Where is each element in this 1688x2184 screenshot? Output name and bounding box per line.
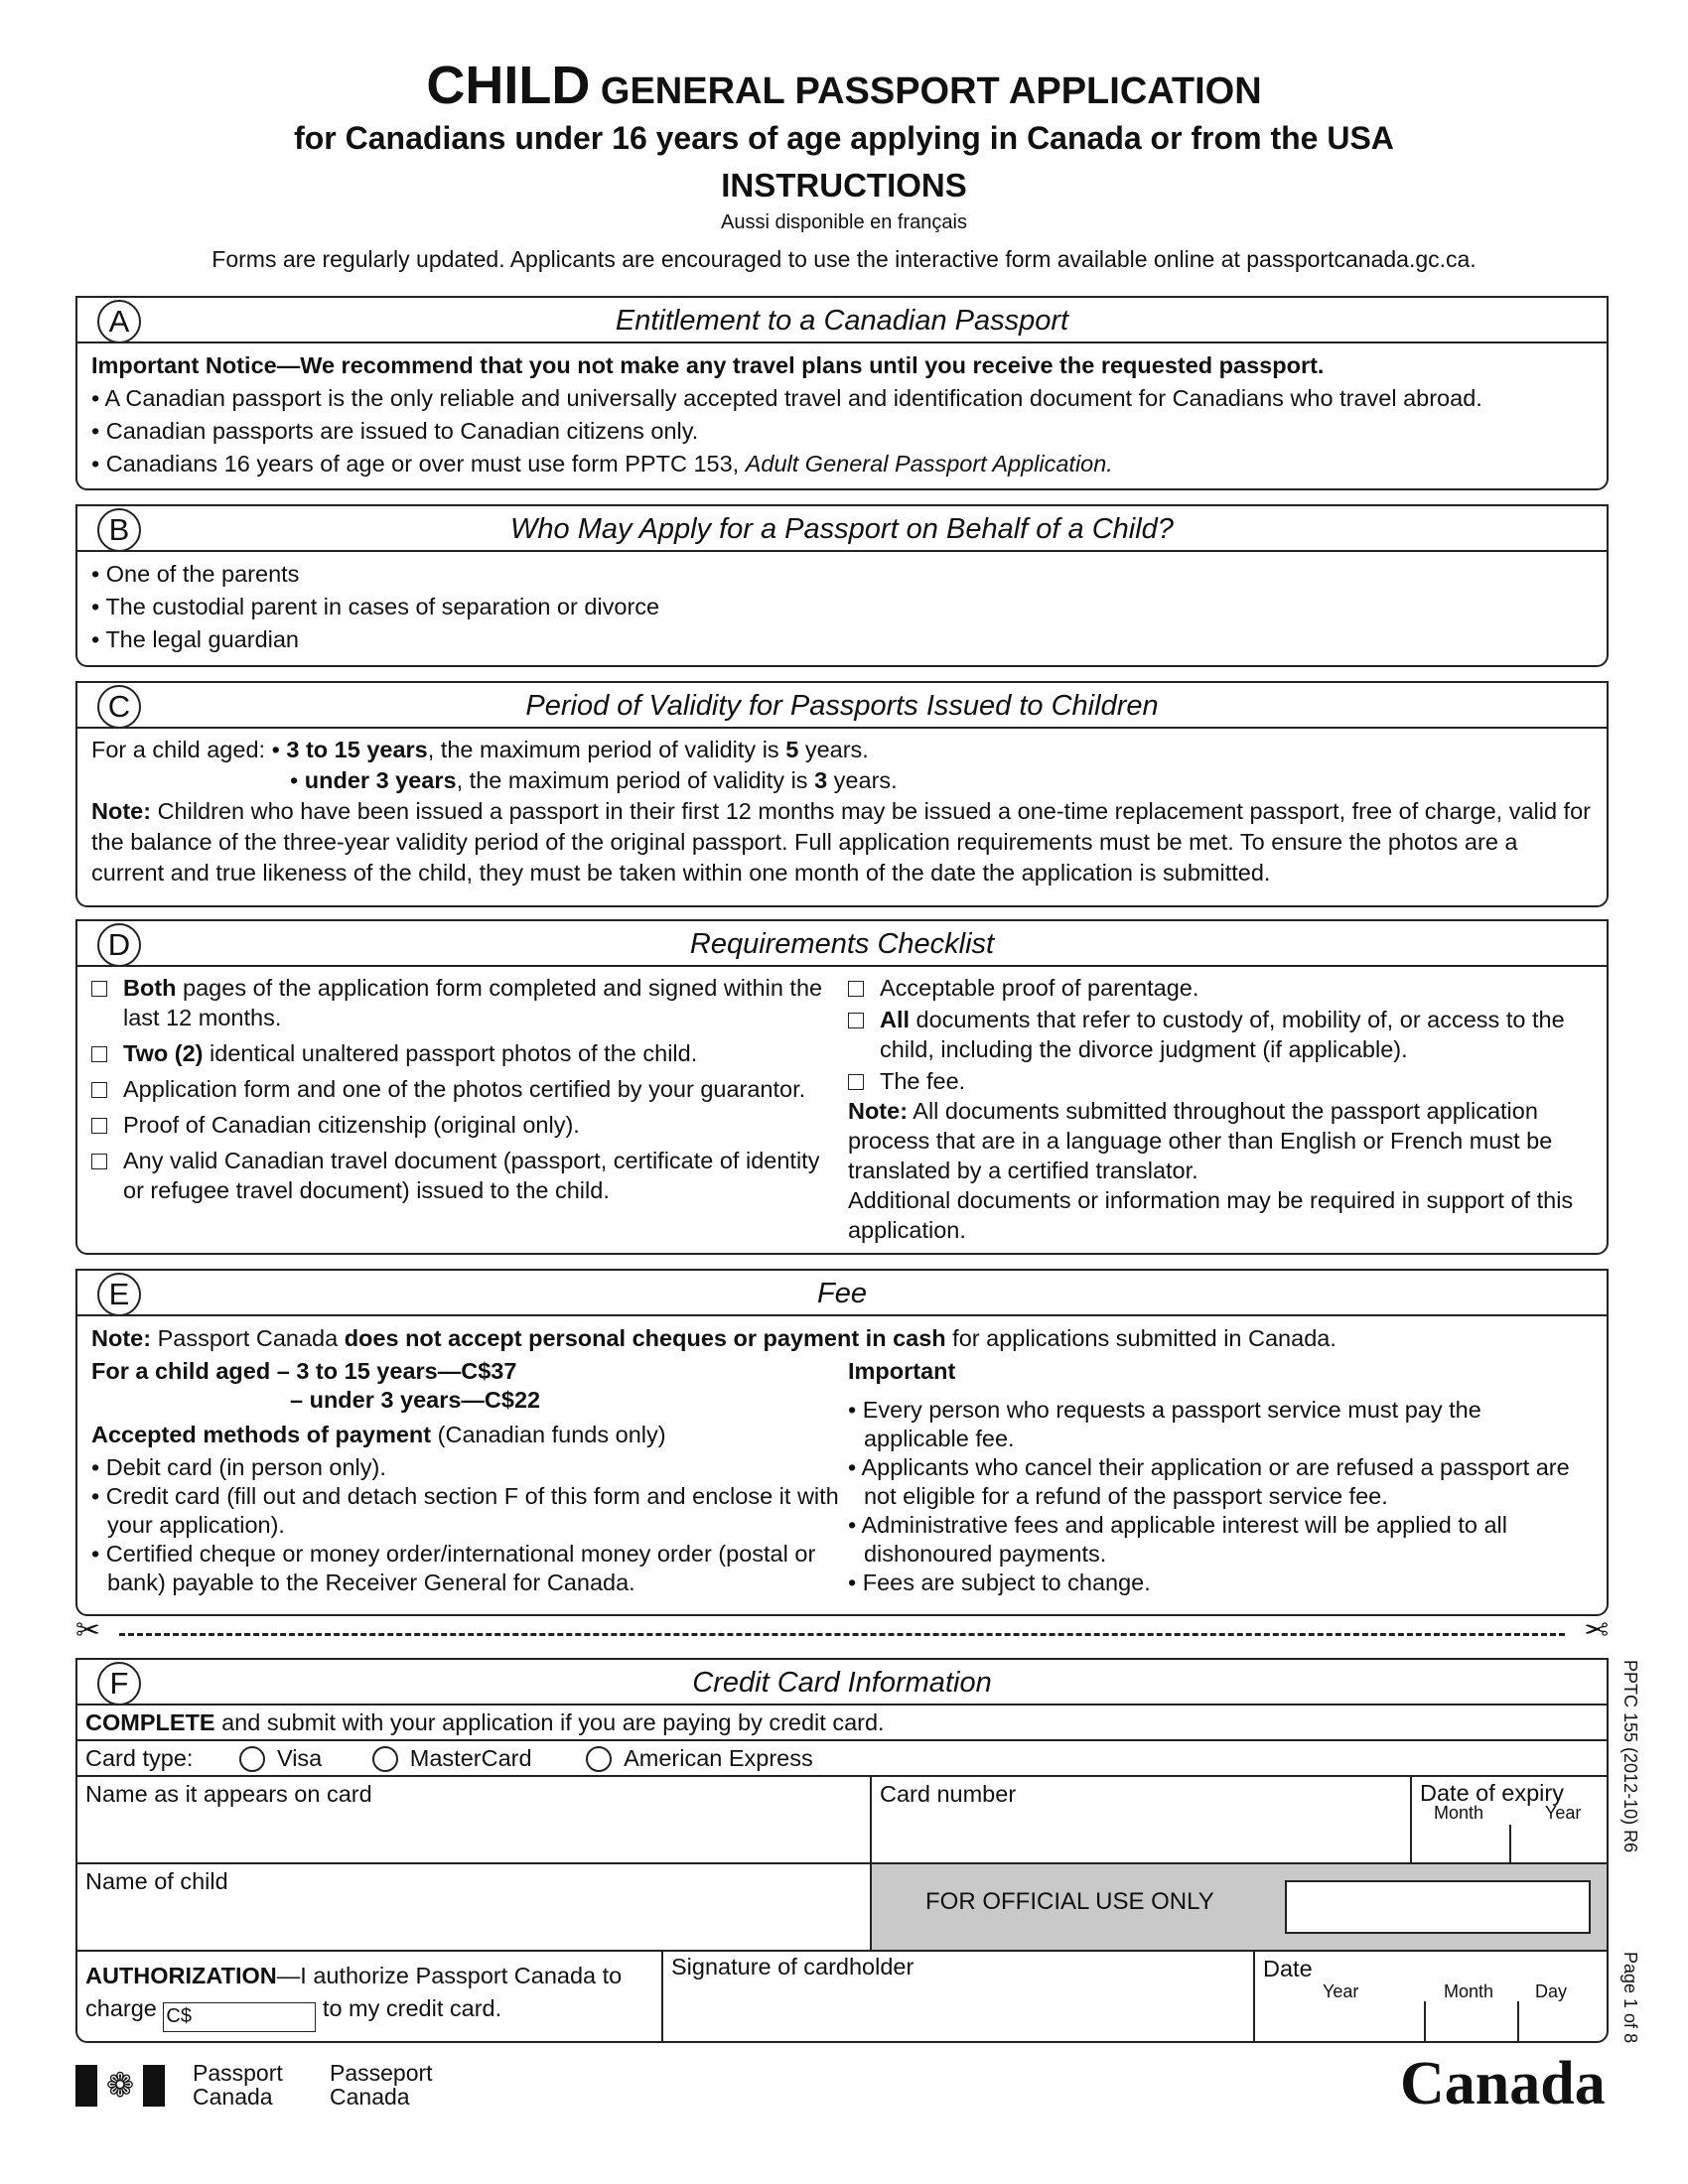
complete-row (77, 1706, 1607, 1741)
checkbox[interactable] (91, 1046, 107, 1062)
checklist-text: Application form and one of the photos certified by your guarantor. (123, 1076, 806, 1102)
additional-docs-note: Additional documents or information may be required in support of this application. (847, 1187, 1574, 1243)
fee-note (91, 1324, 1593, 1353)
checklist-text: Proof of Canadian citizenship (original only). (123, 1112, 580, 1138)
validity-lead: For a child aged: • (91, 737, 287, 762)
adult-form-name: Adult General Passport Application. (745, 451, 1113, 477)
section-a-body (77, 343, 1607, 488)
checklist-text: documents that refer to custody of, mobility of, or access to the child, including the divorce judgment (if applicable). (879, 1007, 1565, 1062)
checklist-item (91, 1110, 842, 1140)
logo-text-fr (330, 2061, 433, 2109)
visa-radio[interactable] (239, 1746, 265, 1772)
expiry-month-input[interactable] (1420, 1825, 1509, 1862)
expiry-year-input[interactable] (1511, 1825, 1611, 1862)
validity-line-1 (91, 735, 1593, 765)
checkbox[interactable] (91, 1118, 107, 1134)
cut-line (75, 1614, 1609, 1647)
section-e-body (77, 1316, 1607, 1605)
note-text: for applications submitted in Canada. (945, 1325, 1336, 1351)
section-c (75, 681, 1609, 907)
important-notice: Important Notice—We recommend that you not make any travel plans until you receive the requested passport. (91, 352, 1325, 378)
name-of-child-field[interactable] (77, 1864, 872, 1950)
list-item: • Debit card (in person only). (91, 1454, 386, 1480)
list-item: • Certified cheque or money order/international money order (postal or bank) payable to the Receiver General for Canada. (91, 1541, 816, 1595)
authorization-bold: AUTHORIZATION (85, 1963, 277, 1988)
checklist-text: The fee. (879, 1068, 966, 1094)
validity-end-1: years. (798, 737, 869, 762)
checklist-bold: Two (2) (123, 1040, 204, 1066)
validity-mid-2: , the maximum period of validity is (456, 767, 815, 793)
section-d-body (77, 967, 1607, 1253)
checklist-right (842, 973, 1593, 1245)
bullet-3-text: • Canadians 16 years of age or over must use form PPTC 153, (91, 451, 746, 477)
checkbox[interactable] (91, 981, 107, 997)
section-d-title: Requirements Checklist (689, 928, 995, 960)
section-d-letter: D (97, 923, 141, 967)
section-c-letter: C (97, 685, 141, 729)
section-e (75, 1269, 1609, 1616)
logo-en-line-1: Passport (193, 2060, 283, 2086)
form-title (0, 56, 1688, 115)
mastercard-label: MasterCard (409, 1745, 532, 1771)
fee-columns (91, 1357, 1593, 1597)
checklist-bold: Both (123, 975, 177, 1001)
amex-radio[interactable] (586, 1746, 612, 1772)
section-e-letter: E (97, 1273, 141, 1316)
page-number: Page 1 of 8 (1620, 1952, 1640, 2044)
card-type-label: Card type: (85, 1745, 194, 1771)
note-text: Passport Canada (151, 1325, 345, 1351)
expiry-month-label: Month (1434, 1803, 1484, 1823)
section-a-header (77, 298, 1607, 343)
amex-label: American Express (624, 1745, 813, 1771)
mastercard-radio[interactable] (372, 1746, 398, 1772)
checklist-bold: All (879, 1007, 911, 1032)
age-range-2: under 3 years (304, 767, 457, 793)
checklist-item (91, 1074, 842, 1104)
child-official-row (77, 1864, 1607, 1952)
section-f-title: Credit Card Information (692, 1667, 992, 1699)
update-notice: Forms are regularly updated. Applicants are encouraged to use the interactive form available online at passportcanada.gc.ca. (211, 246, 1477, 272)
validity-line-2 (91, 765, 1593, 796)
checkbox[interactable] (91, 1154, 107, 1169)
date-year-label: Year (1323, 1981, 1359, 2001)
date-year-input[interactable] (1263, 2001, 1422, 2041)
section-a-bullet-3 (91, 448, 1593, 480)
section-f-header (77, 1660, 1607, 1706)
charge-label: charge (85, 1995, 157, 2021)
checklist-item (848, 1066, 1593, 1096)
checklist-item (91, 1146, 842, 1205)
card-details-row (77, 1777, 1607, 1864)
visa-label: Visa (276, 1745, 323, 1771)
logo-fr-line-2: Canada (330, 2084, 410, 2110)
official-use-box (1285, 1880, 1591, 1934)
section-f-letter: F (97, 1662, 141, 1706)
list-item: • One of the parents (91, 561, 300, 587)
official-use-label: FOR OFFICIAL USE ONLY (925, 1888, 1214, 1915)
date-label: Date (1263, 1956, 1313, 1981)
logo-fr-line-1: Passeport (330, 2060, 433, 2086)
list-item: • Credit card (fill out and detach section F of this form and enclose it with your application). (91, 1483, 839, 1538)
authorization-cell (77, 1952, 663, 2041)
checklist-item (848, 973, 1593, 1003)
name-on-card-label: Name as it appears on card (85, 1781, 372, 1807)
section-b (75, 504, 1609, 667)
instructions-heading: INSTRUCTIONS (721, 167, 967, 204)
french-availability: Aussi disponible en français (721, 211, 967, 233)
checklist-item (848, 1005, 1593, 1064)
card-number-label: Card number (880, 1781, 1017, 1807)
dashed-divider (119, 1633, 1565, 1636)
name-of-child-label: Name of child (85, 1868, 228, 1894)
to-card-label: to my credit card. (322, 1995, 502, 2021)
validity-note (91, 796, 1593, 888)
fee-3-to-15: For a child aged – 3 to 15 years—C$37 (91, 1358, 517, 1384)
date-month-input[interactable] (1426, 2001, 1515, 2041)
complete-bold: COMPLETE (85, 1709, 215, 1735)
title-rest: GENERAL PASSPORT APPLICATION (600, 70, 1262, 112)
checkbox[interactable] (848, 1074, 864, 1090)
checklist-text: pages of the application form completed and signed within the last 12 months. (123, 975, 823, 1030)
payment-methods-heading (91, 1421, 842, 1449)
canada-wordmark: Canada (1400, 2050, 1606, 2117)
signature-label: Signature of cardholder (671, 1954, 914, 1979)
list-item: • The legal guardian (91, 626, 299, 652)
card-type-row (77, 1741, 1607, 1777)
fee-left (91, 1357, 842, 1597)
logo-en-line-2: Canada (193, 2084, 273, 2110)
section-a-title: Entitlement to a Canadian Passport (615, 305, 1069, 337)
section-b-body (77, 552, 1607, 664)
form-code: PPTC 155 (2012-10) R6 (1620, 1660, 1640, 1853)
scissors-icon: ✂ (75, 1614, 101, 1647)
card-number-field[interactable] (872, 1777, 1412, 1862)
scissors-icon: ✂ (1583, 1614, 1609, 1647)
section-a-bullet-1: • A Canadian passport is the only reliable and universally accepted travel and identification document for Canadians who travel abroad. (91, 385, 1482, 411)
validity-years-1: 5 (785, 737, 799, 762)
official-use-area (872, 1864, 1607, 1950)
section-d-header (77, 921, 1607, 967)
header (0, 56, 1688, 276)
note-text: All documents submitted throughout the passport application process that are in a language other than English or French must be translated by a certified translator. (847, 1098, 1553, 1183)
section-f (75, 1658, 1609, 2043)
expiry-field (1412, 1777, 1611, 1862)
list-item: • Every person who requests a passport service must pay the applicable fee. (847, 1397, 1481, 1451)
list-item: • Fees are subject to change. (847, 1570, 1151, 1595)
section-b-title: Who May Apply for a Passport on Behalf of a Child? (510, 513, 1174, 545)
checklist-text: Any valid Canadian travel document (passport, certificate of identity or refugee travel document) issued to the child. (123, 1148, 820, 1203)
checklist-item (91, 1038, 842, 1068)
age-range-1: 3 to 15 years (286, 737, 428, 762)
section-d (75, 919, 1609, 1255)
validity-mid-1: , the maximum period of validity is (427, 737, 786, 762)
validity-years-2: 3 (814, 767, 828, 793)
logo-text-en (193, 2061, 283, 2109)
section-b-header (77, 506, 1607, 552)
payment-methods-bold: Accepted methods of payment (91, 1422, 432, 1447)
expiry-label: Date of expiry (1420, 1780, 1564, 1806)
validity-lead-2: • (290, 767, 305, 793)
note-label: Note: (91, 798, 152, 824)
signature-field[interactable] (663, 1952, 1255, 2041)
note-bold: does not accept personal cheques or payment in cash (344, 1325, 946, 1351)
section-c-body (77, 729, 1607, 896)
section-a (75, 296, 1609, 490)
checklist-text: identical unaltered passport photos of the child. (203, 1040, 698, 1066)
authorization-row (77, 1952, 1607, 2041)
checklist-item (91, 973, 842, 1032)
form-subtitle: for Canadians under 16 years of age applying in Canada or from the USA (294, 120, 1394, 156)
checkbox[interactable] (91, 1082, 107, 1098)
list-item: • Administrative fees and applicable interest will be applied to all dishonoured payments. (847, 1512, 1507, 1567)
note-label: Note: (847, 1098, 909, 1124)
translation-note (848, 1096, 1593, 1185)
fee-under-3: – under 3 years—C$22 (290, 1387, 541, 1413)
checklist-left (91, 973, 842, 1245)
date-field (1255, 1952, 1607, 2041)
validity-end-2: years. (827, 767, 898, 793)
note-text: Children who have been issued a passport in their first 12 months may be issued a one-time replacement passport, free of charge, valid for the balance of the three-year validity period of the original passport. Full application requirements must be met. To ensure the photos are a current and true likeness of the child, they must be taken within one month of the date the application is submitted. (91, 798, 1591, 886)
complete-text: and submit with your application if you are paying by credit card. (214, 1709, 885, 1735)
important-heading: Important (847, 1358, 956, 1384)
section-e-header (77, 1271, 1607, 1316)
list-item: • The custodial parent in cases of separation or divorce (91, 594, 660, 619)
date-day-label: Day (1535, 1981, 1568, 2001)
section-a-letter: A (97, 300, 141, 343)
checkbox[interactable] (848, 981, 864, 997)
checkbox[interactable] (848, 1013, 864, 1028)
section-c-title: Period of Validity for Passports Issued to Children (525, 690, 1159, 722)
fee-right (842, 1357, 1593, 1597)
payment-methods-note: (Canadian funds only) (431, 1422, 666, 1447)
note-label: Note: (91, 1325, 152, 1351)
section-e-title: Fee (817, 1278, 867, 1309)
list-item: • Applicants who cancel their application or are refused a passport are not eligible for a refund of the passport service fee. (847, 1454, 1570, 1509)
section-b-letter: B (97, 508, 141, 552)
currency-prefix: C$ (166, 2005, 192, 2027)
section-a-bullet-2: • Canadian passports are issued to Canadian citizens only. (91, 418, 699, 444)
checklist-text: Acceptable proof of parentage. (879, 975, 1199, 1001)
charge-amount-input[interactable] (163, 2002, 316, 2032)
name-on-card-field[interactable] (77, 1777, 872, 1862)
canada-flag-icon: ❁ (75, 2065, 165, 2107)
date-month-label: Month (1444, 1981, 1494, 2001)
date-day-input[interactable] (1519, 2001, 1607, 2041)
title-child: CHILD (426, 56, 591, 115)
authorization-text: —I authorize Passport Canada to (276, 1963, 623, 1988)
expiry-year-label: Year (1545, 1803, 1582, 1823)
section-c-header (77, 683, 1607, 729)
